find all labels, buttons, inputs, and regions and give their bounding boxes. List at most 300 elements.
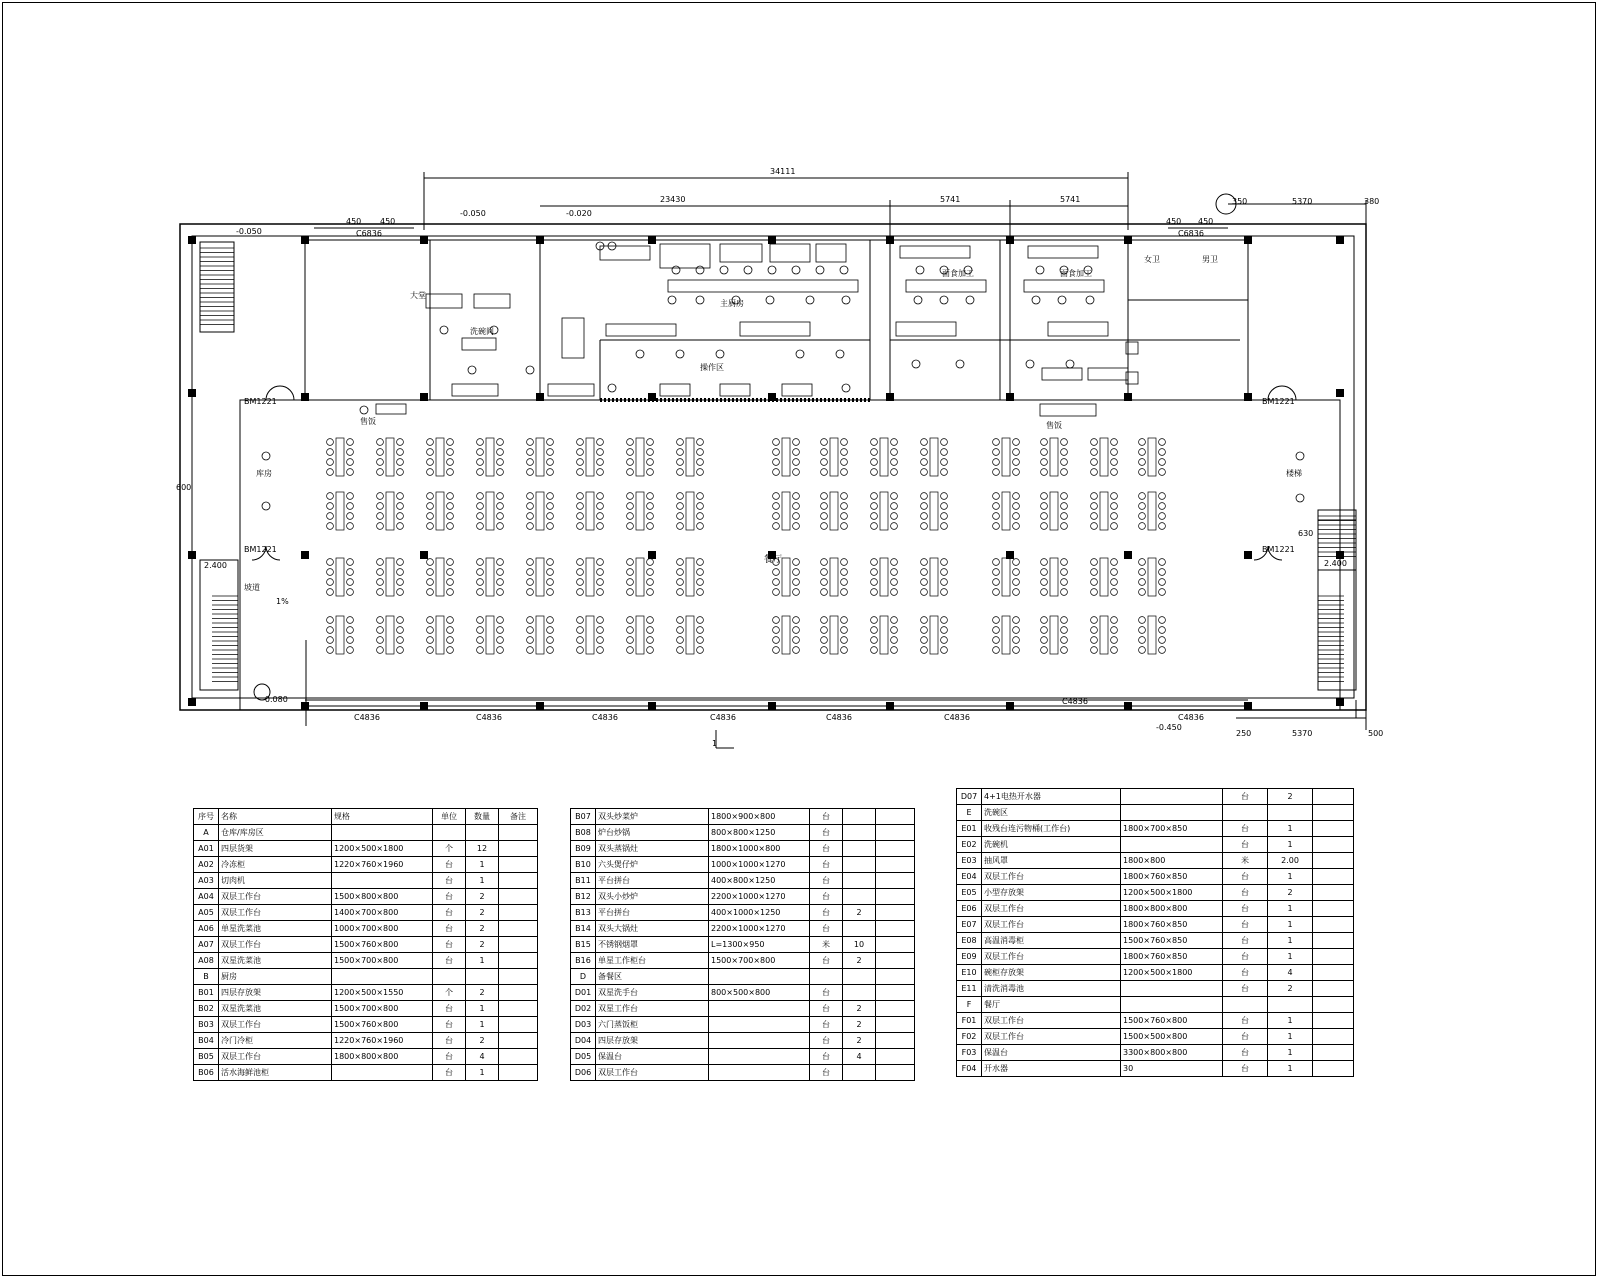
table-row xyxy=(957,949,1354,965)
table-cell xyxy=(499,1049,538,1065)
table-cell: 10 xyxy=(843,937,876,953)
dining-table xyxy=(636,616,644,654)
dining-chair xyxy=(773,503,780,510)
dining-chair xyxy=(647,559,654,566)
dining-table xyxy=(1100,558,1108,596)
table-cell: E04 xyxy=(957,869,982,885)
dining-chair xyxy=(941,637,948,644)
dining-table xyxy=(930,616,938,654)
table-cell: 2 xyxy=(466,1033,499,1049)
table-cell: 1800×1000×800 xyxy=(709,841,810,857)
structural-column xyxy=(1006,236,1014,244)
dining-table xyxy=(486,616,494,654)
dining-chair xyxy=(597,523,604,530)
table-cell xyxy=(499,889,538,905)
equipment-block xyxy=(900,246,970,258)
level-mark: -0.050 xyxy=(236,227,262,236)
dining-chair xyxy=(871,493,878,500)
dining-chair xyxy=(427,617,434,624)
dining-chair xyxy=(1111,513,1118,520)
dining-chair xyxy=(397,637,404,644)
dining-chair xyxy=(921,493,928,500)
room-label: 坡道 xyxy=(244,583,260,592)
dining-chair xyxy=(1041,523,1048,530)
table-cell xyxy=(1268,997,1313,1013)
dining-chair xyxy=(773,513,780,520)
dining-chair xyxy=(397,589,404,596)
dining-chair xyxy=(677,637,684,644)
dining-chair xyxy=(1139,503,1146,510)
table-cell: 1200×500×1800 xyxy=(332,841,433,857)
table-row xyxy=(194,857,538,873)
table-cell: E06 xyxy=(957,901,982,917)
dining-chair xyxy=(527,523,534,530)
table-cell xyxy=(499,1001,538,1017)
dining-chair xyxy=(697,513,704,520)
dining-chair xyxy=(697,449,704,456)
structural-column xyxy=(648,551,656,559)
dining-chair xyxy=(577,439,584,446)
dining-chair xyxy=(697,559,704,566)
table-cell: 1500×760×800 xyxy=(332,1017,433,1033)
stool-symbol xyxy=(914,296,922,304)
table-cell: 2.00 xyxy=(1268,853,1313,869)
dim-label: 450 xyxy=(346,217,362,226)
table-row xyxy=(957,853,1354,869)
table-cell: 双星工作台 xyxy=(596,1001,709,1017)
table-cell xyxy=(876,905,915,921)
table-cell xyxy=(1121,981,1223,997)
dining-chair xyxy=(577,513,584,520)
dining-chair xyxy=(377,513,384,520)
table-cell: 台 xyxy=(810,841,843,857)
dining-table xyxy=(880,438,888,476)
dining-chair xyxy=(821,439,828,446)
structural-column xyxy=(420,551,428,559)
dining-chair xyxy=(1041,627,1048,634)
table-cell: 4+1电热开水器 xyxy=(982,789,1121,805)
table-cell: 不锈钢烟罩 xyxy=(596,937,709,953)
dining-chair xyxy=(347,647,354,654)
dining-chair xyxy=(327,569,334,576)
room-label: 售饭 xyxy=(1046,421,1062,430)
dining-chair xyxy=(1139,439,1146,446)
stool-symbol xyxy=(836,350,844,358)
window-tag: C4836 xyxy=(354,713,380,722)
stool-symbol xyxy=(468,366,476,374)
dining-chair xyxy=(327,647,334,654)
dining-chair xyxy=(1041,569,1048,576)
dining-chair xyxy=(527,637,534,644)
dining-chair xyxy=(1139,589,1146,596)
dining-chair xyxy=(921,459,928,466)
table-cell: 洗碗机 xyxy=(982,837,1121,853)
table-cell xyxy=(1313,949,1354,965)
table-cell xyxy=(1313,869,1354,885)
dining-chair xyxy=(1091,513,1098,520)
dining-chair xyxy=(497,469,504,476)
dining-chair xyxy=(527,647,534,654)
dining-chair xyxy=(773,459,780,466)
dining-chair xyxy=(347,579,354,586)
table-row xyxy=(194,905,538,921)
dining-chair xyxy=(773,627,780,634)
stool-symbol xyxy=(1058,296,1066,304)
dining-chair xyxy=(447,513,454,520)
stool-symbol xyxy=(608,384,616,392)
dining-chair xyxy=(941,647,948,654)
table-cell: 30 xyxy=(1121,1061,1223,1077)
dining-chair xyxy=(527,579,534,586)
table-cell: 单星洗菜池 xyxy=(219,921,332,937)
dining-chair xyxy=(993,439,1000,446)
dining-chair xyxy=(447,459,454,466)
table-cell: E11 xyxy=(957,981,982,997)
dining-chair xyxy=(891,469,898,476)
dining-chair xyxy=(647,459,654,466)
dining-chair xyxy=(1013,647,1020,654)
equipment-block xyxy=(426,294,462,308)
table-cell: 2 xyxy=(466,921,499,937)
dining-chair xyxy=(397,439,404,446)
dining-chair xyxy=(773,569,780,576)
dining-table xyxy=(686,616,694,654)
table-cell xyxy=(1313,997,1354,1013)
table-cell: 台 xyxy=(433,1017,466,1033)
dining-chair xyxy=(941,523,948,530)
structural-column xyxy=(1244,236,1252,244)
dining-chair xyxy=(477,579,484,586)
window-tag: C4836 xyxy=(476,713,502,722)
dim-label: 5370 xyxy=(1292,729,1313,738)
dining-chair xyxy=(841,493,848,500)
dining-chair xyxy=(821,559,828,566)
dining-chair xyxy=(1139,559,1146,566)
table-cell xyxy=(499,985,538,1001)
table-row xyxy=(194,889,538,905)
dining-chair xyxy=(627,627,634,634)
table-cell xyxy=(466,825,499,841)
dim-label: 380 xyxy=(1364,197,1380,206)
dining-chair xyxy=(1041,493,1048,500)
table-cell: E05 xyxy=(957,885,982,901)
dining-chair xyxy=(1041,439,1048,446)
dining-chair xyxy=(597,579,604,586)
structural-column xyxy=(1336,551,1344,559)
structural-column xyxy=(886,702,894,710)
dining-chair xyxy=(677,493,684,500)
dining-chair xyxy=(427,637,434,644)
dining-chair xyxy=(1041,513,1048,520)
dining-chair xyxy=(993,513,1000,520)
dim-label: 630 xyxy=(1298,529,1314,538)
dining-chair xyxy=(871,579,878,586)
dining-chair xyxy=(397,559,404,566)
table-cell: 双层工作台 xyxy=(219,1049,332,1065)
dining-chair xyxy=(871,469,878,476)
dining-table xyxy=(782,438,790,476)
dining-chair xyxy=(347,627,354,634)
dining-chair xyxy=(427,627,434,634)
dining-chair xyxy=(1139,513,1146,520)
dining-chair xyxy=(497,617,504,624)
dining-table xyxy=(586,492,594,530)
table-cell: 台 xyxy=(1223,933,1268,949)
dining-chair xyxy=(1061,617,1068,624)
dining-table xyxy=(536,616,544,654)
table-cell: 四层存放架 xyxy=(219,985,332,1001)
dining-chair xyxy=(477,503,484,510)
table-cell: E07 xyxy=(957,917,982,933)
table-cell: D05 xyxy=(571,1049,596,1065)
dining-chair xyxy=(427,493,434,500)
room-label: 1% xyxy=(276,597,289,606)
table-cell: A03 xyxy=(194,873,219,889)
structural-column xyxy=(1336,389,1344,397)
table-cell: 台 xyxy=(810,953,843,969)
table-row xyxy=(571,889,915,905)
dining-chair xyxy=(1061,627,1068,634)
table-row xyxy=(957,981,1354,997)
table-cell: 1400×700×800 xyxy=(332,905,433,921)
structural-column xyxy=(648,702,656,710)
table-cell xyxy=(1313,1045,1354,1061)
structural-column xyxy=(188,236,196,244)
dining-chair xyxy=(397,459,404,466)
dining-chair xyxy=(597,637,604,644)
dining-chair xyxy=(1061,493,1068,500)
dining-chair xyxy=(871,503,878,510)
dining-chair xyxy=(697,569,704,576)
table-cell: 台 xyxy=(433,857,466,873)
dining-chair xyxy=(627,439,634,446)
structural-column xyxy=(536,236,544,244)
table-cell xyxy=(499,969,538,985)
table-cell xyxy=(876,1001,915,1017)
structural-column xyxy=(1244,393,1252,401)
table-cell xyxy=(1313,837,1354,853)
dining-chair xyxy=(841,469,848,476)
table-cell: F03 xyxy=(957,1045,982,1061)
dining-chair xyxy=(447,579,454,586)
dining-chair xyxy=(527,469,534,476)
table-cell: 台 xyxy=(810,1049,843,1065)
dining-chair xyxy=(1013,637,1020,644)
dining-chair xyxy=(871,637,878,644)
dining-chair xyxy=(1091,617,1098,624)
dining-chair xyxy=(871,523,878,530)
dining-table xyxy=(1148,438,1156,476)
dining-chair xyxy=(1139,569,1146,576)
dining-chair xyxy=(697,617,704,624)
dining-chair xyxy=(347,459,354,466)
dining-table xyxy=(386,438,394,476)
dining-chair xyxy=(497,647,504,654)
dining-chair xyxy=(1061,513,1068,520)
dining-table xyxy=(586,616,594,654)
table-cell: 2 xyxy=(466,937,499,953)
dining-chair xyxy=(547,493,554,500)
table-cell: 1500×700×800 xyxy=(332,953,433,969)
dining-chair xyxy=(477,523,484,530)
equipment-block xyxy=(376,404,406,414)
room-label: 男卫 xyxy=(1202,255,1218,264)
dining-chair xyxy=(327,459,334,466)
table-cell: E08 xyxy=(957,933,982,949)
table-cell: 双层工作台 xyxy=(219,1017,332,1033)
table-row xyxy=(194,841,538,857)
dining-chair xyxy=(377,579,384,586)
dining-chair xyxy=(597,503,604,510)
dining-chair xyxy=(993,503,1000,510)
door-tag: BM1221 xyxy=(244,397,277,406)
structural-column xyxy=(1244,551,1252,559)
dining-chair xyxy=(327,513,334,520)
dining-chair xyxy=(1111,559,1118,566)
dining-chair xyxy=(1013,579,1020,586)
dining-chair xyxy=(427,513,434,520)
dining-chair xyxy=(527,627,534,634)
level-mark: -0.080 xyxy=(262,695,288,704)
table-cell: 1 xyxy=(1268,949,1313,965)
table-cell xyxy=(499,825,538,841)
table-cell xyxy=(876,953,915,969)
dining-chair xyxy=(1139,617,1146,624)
dim-label: 450 xyxy=(1166,217,1182,226)
table-row xyxy=(571,921,915,937)
dining-chair xyxy=(1041,503,1048,510)
dining-chair xyxy=(1139,459,1146,466)
dining-chair xyxy=(921,647,928,654)
dining-chair xyxy=(397,579,404,586)
dining-chair xyxy=(527,449,534,456)
dining-chair xyxy=(447,637,454,644)
dining-table xyxy=(880,616,888,654)
dining-chair xyxy=(497,523,504,530)
stool-symbol xyxy=(440,326,448,334)
table-cell xyxy=(433,969,466,985)
dining-chair xyxy=(921,503,928,510)
table-row xyxy=(571,1049,915,1065)
table-cell: B05 xyxy=(194,1049,219,1065)
dining-chair xyxy=(891,569,898,576)
dining-chair xyxy=(921,523,928,530)
dining-chair xyxy=(993,579,1000,586)
dining-chair xyxy=(773,589,780,596)
table-row xyxy=(194,969,538,985)
dining-chair xyxy=(841,513,848,520)
dining-chair xyxy=(793,579,800,586)
dining-chair xyxy=(821,523,828,530)
dining-chair xyxy=(397,493,404,500)
stool-symbol xyxy=(696,266,704,274)
stool-symbol xyxy=(768,266,776,274)
table-row xyxy=(194,937,538,953)
dining-chair xyxy=(527,513,534,520)
dining-chair xyxy=(941,469,948,476)
dining-chair xyxy=(597,617,604,624)
table-row xyxy=(957,885,1354,901)
table-cell xyxy=(843,841,876,857)
dining-chair xyxy=(427,469,434,476)
dining-chair xyxy=(397,469,404,476)
dining-chair xyxy=(547,647,554,654)
dining-table xyxy=(1148,558,1156,596)
dining-chair xyxy=(1111,627,1118,634)
dining-chair xyxy=(447,589,454,596)
stool-symbol xyxy=(1066,360,1074,368)
table-cell xyxy=(876,889,915,905)
table-cell: 台 xyxy=(433,1001,466,1017)
dining-chair xyxy=(527,439,534,446)
table-cell: 1500×760×850 xyxy=(1121,933,1223,949)
table-cell: 2 xyxy=(843,1033,876,1049)
table-cell: 双层工作台 xyxy=(982,1029,1121,1045)
dining-chair xyxy=(1041,559,1048,566)
table-cell: 仓库/库房区 xyxy=(219,825,332,841)
stool-symbol xyxy=(1086,296,1094,304)
dining-chair xyxy=(477,617,484,624)
dining-chair xyxy=(793,503,800,510)
dining-chair xyxy=(773,647,780,654)
dining-table xyxy=(830,492,838,530)
structural-column xyxy=(301,393,309,401)
structural-column xyxy=(886,236,894,244)
dining-chair xyxy=(477,647,484,654)
table-cell: 2 xyxy=(1268,789,1313,805)
table-cell xyxy=(1121,789,1223,805)
equipment-block xyxy=(474,294,510,308)
table-cell: 1220×760×1960 xyxy=(332,1033,433,1049)
dining-table xyxy=(1002,492,1010,530)
dining-chair xyxy=(347,449,354,456)
table-cell: B06 xyxy=(194,1065,219,1081)
table-cell: 台 xyxy=(810,1065,843,1081)
table-cell: 双头蒸锅灶 xyxy=(596,841,709,857)
stair-top-left xyxy=(200,242,234,332)
dining-table xyxy=(436,492,444,530)
dining-chair xyxy=(941,589,948,596)
dining-chair xyxy=(427,439,434,446)
table-cell xyxy=(499,1033,538,1049)
table-cell: E xyxy=(957,805,982,821)
dining-chair xyxy=(993,449,1000,456)
dining-chair xyxy=(1091,589,1098,596)
dining-chair xyxy=(941,617,948,624)
dining-chair xyxy=(1139,637,1146,644)
dining-chair xyxy=(1111,493,1118,500)
table-cell xyxy=(1313,901,1354,917)
dining-chair xyxy=(497,559,504,566)
dining-chair xyxy=(1013,569,1020,576)
dining-chair xyxy=(1159,589,1166,596)
table-cell: 1800×700×850 xyxy=(1121,821,1223,837)
dining-chair xyxy=(377,589,384,596)
dining-chair xyxy=(677,523,684,530)
table-cell: 1 xyxy=(1268,1045,1313,1061)
table-cell xyxy=(1268,805,1313,821)
dining-chair xyxy=(841,627,848,634)
table-cell xyxy=(1121,997,1223,1013)
table-cell: 台 xyxy=(1223,837,1268,853)
dining-chair xyxy=(577,569,584,576)
table-row xyxy=(571,841,915,857)
table-cell: 双星洗菜池 xyxy=(219,1001,332,1017)
table-cell xyxy=(1313,789,1354,805)
table-cell: 1800×900×800 xyxy=(709,809,810,825)
table-cell: 双层工作台 xyxy=(982,917,1121,933)
dining-chair xyxy=(891,627,898,634)
